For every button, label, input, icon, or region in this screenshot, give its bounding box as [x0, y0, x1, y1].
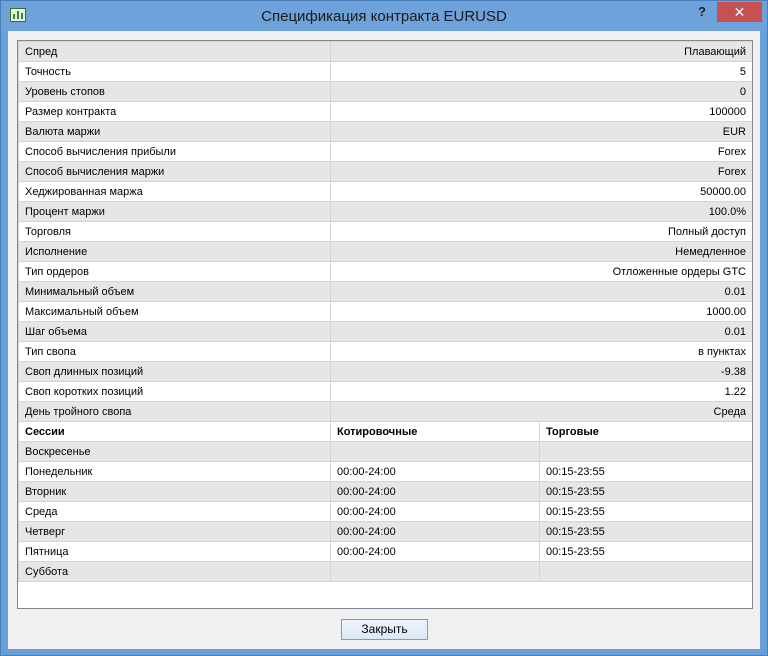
spec-value: Forex	[331, 162, 753, 182]
spec-row[interactable]	[19, 302, 753, 322]
spec-row[interactable]	[19, 142, 753, 162]
spec-value: -9.38	[331, 362, 753, 382]
spec-value: 100.0%	[331, 202, 753, 222]
spec-label: Валюта маржи	[19, 122, 331, 142]
session-row[interactable]	[19, 462, 753, 482]
spec-value: Плавающий	[331, 42, 753, 62]
session-day: Четверг	[19, 522, 331, 542]
spec-row[interactable]	[19, 82, 753, 102]
window-title: Спецификация контракта EURUSD	[261, 8, 507, 25]
spec-label: Своп коротких позиций	[19, 382, 331, 402]
spec-row[interactable]	[19, 62, 753, 82]
spec-value: Forex	[331, 142, 753, 162]
trade-header: Торговые	[540, 422, 753, 442]
spec-row[interactable]	[19, 362, 753, 382]
spec-row[interactable]	[19, 182, 753, 202]
spec-label: Своп длинных позиций	[19, 362, 331, 382]
session-quote-time: 00:00-24:00	[331, 542, 540, 562]
session-trade-time: 00:15-23:55	[540, 502, 753, 522]
session-day: Пятница	[19, 542, 331, 562]
window-close-button[interactable]: ✕	[717, 2, 762, 22]
sessions-header: Сессии	[19, 422, 331, 442]
session-row[interactable]	[19, 562, 753, 582]
title-bar[interactable]	[1, 1, 767, 31]
spec-grid[interactable]	[17, 40, 753, 609]
help-button[interactable]: ?	[698, 4, 706, 19]
session-trade-time: 00:15-23:55	[540, 462, 753, 482]
spec-row[interactable]	[19, 222, 753, 242]
session-day: Среда	[19, 502, 331, 522]
session-quote-time	[331, 442, 540, 462]
spec-label: Минимальный объем	[19, 282, 331, 302]
spec-label: День тройного свопа	[19, 402, 331, 422]
session-row[interactable]	[19, 482, 753, 502]
spec-value: 0.01	[331, 322, 753, 342]
session-quote-time: 00:00-24:00	[331, 482, 540, 502]
spec-value: 5	[331, 62, 753, 82]
spec-value: Среда	[331, 402, 753, 422]
spec-value: 1000.00	[331, 302, 753, 322]
spec-row[interactable]	[19, 342, 753, 362]
session-row[interactable]	[19, 442, 753, 462]
spec-label: Размер контракта	[19, 102, 331, 122]
session-trade-time: 00:15-23:55	[540, 482, 753, 502]
spec-value: Полный доступ	[331, 222, 753, 242]
session-quote-time: 00:00-24:00	[331, 462, 540, 482]
spec-value: Отложенные ордеры GTC	[331, 262, 753, 282]
spec-label: Максимальный объем	[19, 302, 331, 322]
spec-row[interactable]	[19, 402, 753, 422]
session-trade-time: 00:15-23:55	[540, 542, 753, 562]
spec-label: Спред	[19, 42, 331, 62]
session-row[interactable]	[19, 522, 753, 542]
spec-value: в пунктах	[331, 342, 753, 362]
spec-label: Шаг объема	[19, 322, 331, 342]
spec-row[interactable]	[19, 42, 753, 62]
session-day: Суббота	[19, 562, 331, 582]
session-trade-time	[540, 442, 753, 462]
session-day: Вторник	[19, 482, 331, 502]
quote-header: Котировочные	[331, 422, 540, 442]
spec-label: Процент маржи	[19, 202, 331, 222]
spec-label: Способ вычисления прибыли	[19, 142, 331, 162]
spec-value: 0	[331, 82, 753, 102]
spec-label: Хеджированная маржа	[19, 182, 331, 202]
spec-label: Исполнение	[19, 242, 331, 262]
session-day: Воскресенье	[19, 442, 331, 462]
spec-label: Тип ордеров	[19, 262, 331, 282]
spec-value: 50000.00	[331, 182, 753, 202]
spec-row[interactable]	[19, 162, 753, 182]
spec-value: 1.22	[331, 382, 753, 402]
spec-row[interactable]	[19, 102, 753, 122]
session-quote-time: 00:00-24:00	[331, 502, 540, 522]
spec-row[interactable]	[19, 322, 753, 342]
spec-row[interactable]	[19, 262, 753, 282]
spec-label: Торговля	[19, 222, 331, 242]
spec-label: Точность	[19, 62, 331, 82]
spec-value: Немедленное	[331, 242, 753, 262]
spec-row[interactable]	[19, 122, 753, 142]
session-row[interactable]	[19, 542, 753, 562]
session-quote-time: 00:00-24:00	[331, 522, 540, 542]
sessions-header-row	[19, 422, 753, 442]
spec-row[interactable]	[19, 242, 753, 262]
session-trade-time	[540, 562, 753, 582]
dialog-body	[8, 31, 760, 649]
spec-label: Тип свопа	[19, 342, 331, 362]
spec-row[interactable]	[19, 202, 753, 222]
spec-row[interactable]	[19, 282, 753, 302]
session-trade-time: 00:15-23:55	[540, 522, 753, 542]
close-button[interactable]: Закрыть	[341, 619, 428, 640]
spec-table	[18, 41, 753, 582]
spec-value: EUR	[331, 122, 753, 142]
spec-value: 0.01	[331, 282, 753, 302]
spec-label: Уровень стопов	[19, 82, 331, 102]
session-day: Понедельник	[19, 462, 331, 482]
spec-row[interactable]	[19, 382, 753, 402]
spec-value: 100000	[331, 102, 753, 122]
session-quote-time	[331, 562, 540, 582]
spec-label: Способ вычисления маржи	[19, 162, 331, 182]
session-row[interactable]	[19, 502, 753, 522]
